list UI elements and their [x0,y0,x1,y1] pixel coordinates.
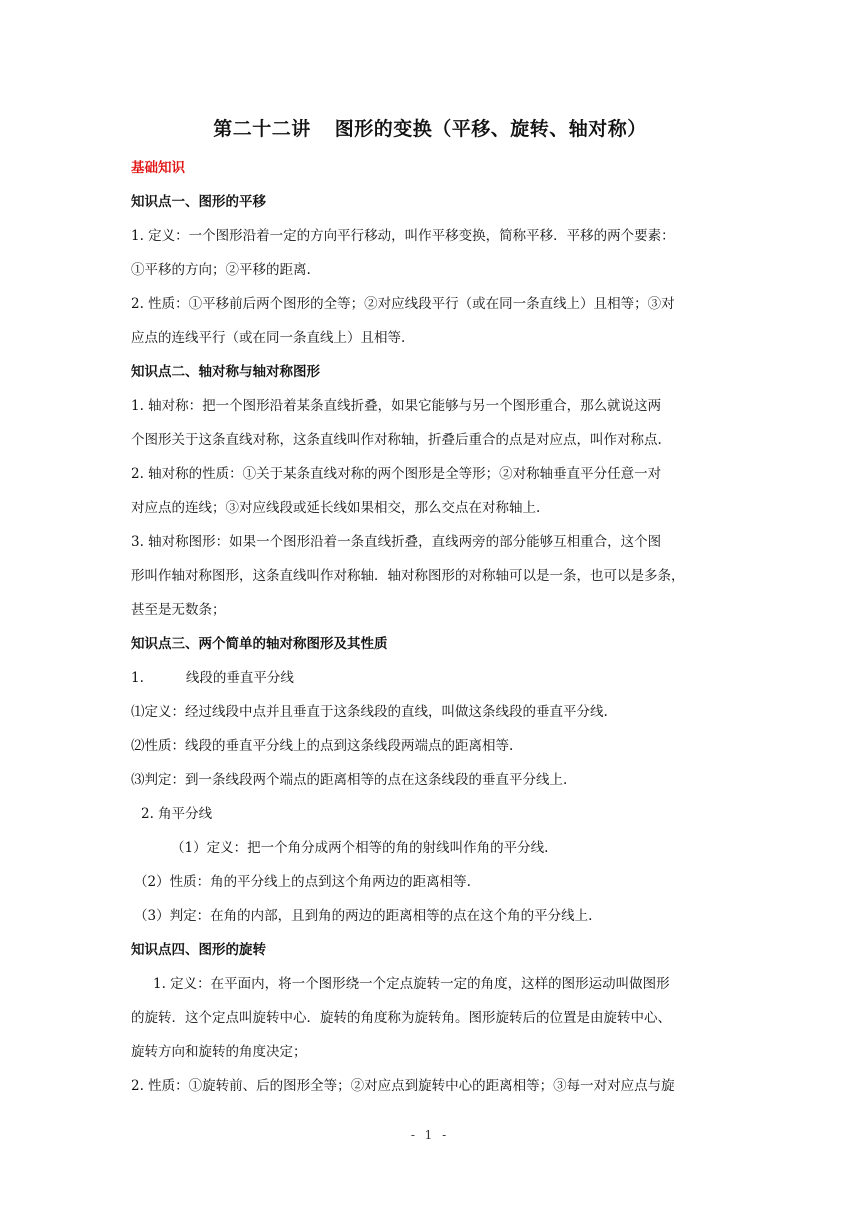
paragraph-line: ⑵性质：线段的垂直平分线上的点到这条线段两端点的距离相等. [131,738,514,754]
paragraph-line: 应点的连线平行（或在同一条直线上）且相等. [131,330,406,346]
section-heading-basic: 基础知识 [131,160,185,176]
paragraph-line: 2. 性质：①旋转前、后的图形全等；②对应点到旋转中心的距离相等；③每一对对应点与旋 [131,1078,675,1094]
paragraph-line: 2. 性质：①平移前后两个图形的全等；②对应线段平行（或在同一条直线上）且相等；③对 [131,296,675,312]
list-item-label: 线段的垂直平分线 [185,670,294,686]
list-item-number: 1. [131,670,144,686]
paragraph-line: ①平移的方向；②平移的距离. [131,262,311,278]
page-title [0,114,860,141]
paragraph-line: （2）性质：角的平分线上的点到这个角两边的距离相等. [134,874,471,890]
paragraph-line: 1. 轴对称：把一个图形沿着某条直线折叠，如果它能够与另一个图形重合，那么就说这两 [131,398,662,414]
paragraph-line: 形叫作轴对称图形，这条直线叫作对称轴．轴对称图形的对称轴可以是一条，也可以是多条， [131,568,685,584]
paragraph-line: 的旋转．这个定点叫旋转中心．旋转的角度称为旋转角。图形旋转后的位置是由旋转中心、 [131,1010,671,1026]
paragraph-line: 2. 轴对称的性质：①关于某条直线对称的两个图形是全等形；②对称轴垂直平分任意一对 [131,466,662,482]
paragraph-line: ⑶判定：到一条线段两个端点的距离相等的点在这条线段的垂直平分线上. [131,772,568,788]
page-number: - 1 - [410,1128,450,1142]
kp2-heading: 知识点二、轴对称与轴对称图形 [131,364,320,380]
paragraph-line: 对应点的连线；③对应线段或延长线如果相交，那么交点在对称轴上. [131,500,541,516]
paragraph-line: ⑴定义：经过线段中点并且垂直于这条线段的直线，叫做这条线段的垂直平分线. [131,704,608,720]
paragraph-line: （1）定义：把一个角分成两个相等的角的射线叫作角的平分线. [171,840,549,856]
document-body [131,151,735,1103]
lecture-number: 第二十二讲 [213,118,311,140]
paragraph-line: 1. 定义：在平面内，将一个图形绕一个定点旋转一定的角度，这样的图形运动叫做图形 [153,976,670,992]
list-item-title [131,661,735,695]
kp3-heading: 知识点三、两个简单的轴对称图形及其性质 [131,636,388,652]
paragraph-line: （3）判定：在角的内部，且到角的两边的距离相等的点在这个角的平分线上. [134,908,593,924]
paragraph-line: 旋转方向和旋转的角度决定； [131,1044,307,1060]
paragraph-line: 个图形关于这条直线对称，这条直线叫作对称轴，折叠后重合的点是对应点，叫作对称点. [131,432,662,448]
paragraph-line: 1. 定义：一个图形沿着一定的方向平行移动，叫作平移变换，简称平移．平移的两个要素： [131,228,675,244]
kp4-heading: 知识点四、图形的旋转 [131,942,266,958]
paragraph-line: 3. 轴对称图形：如果一个图形沿着一条直线折叠，直线两旁的部分能够互相重合，这个图 [131,534,662,550]
paragraph-line: 甚至是无数条； [131,602,226,618]
list-item-title: 2. 角平分线 [141,806,213,822]
lecture-topic: 图形的变换（平移、旋转、轴对称） [334,118,647,140]
kp1-heading: 知识点一、图形的平移 [131,194,266,210]
